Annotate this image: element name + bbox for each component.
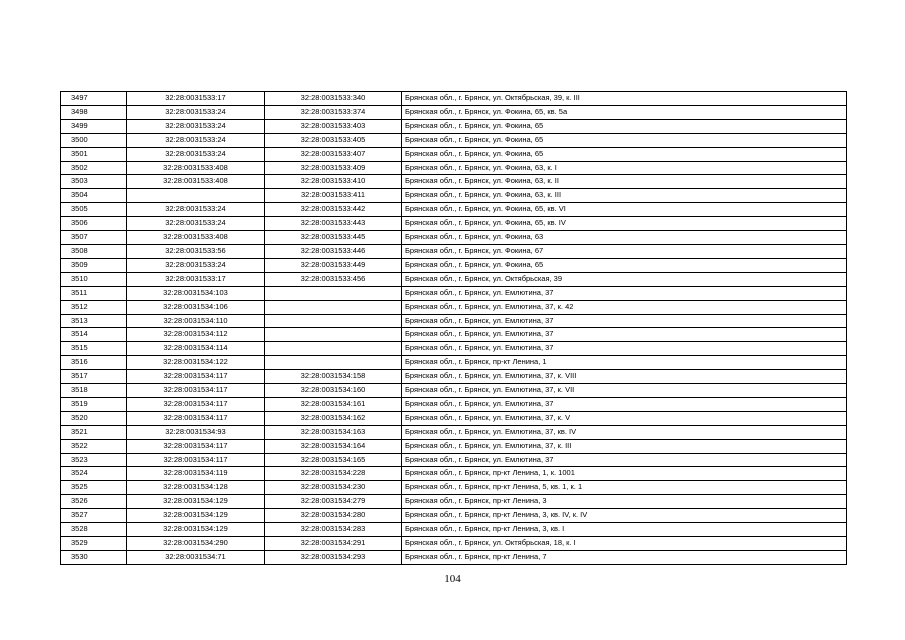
table-body (61, 92, 847, 565)
parcel-number-cell: 32:28:0031534:290 (127, 537, 265, 551)
parcel-number-cell: 32:28:0031534:117 (127, 411, 265, 425)
parcel-number-cell: 32:28:0031534:106 (127, 300, 265, 314)
row-number-cell: 3500 (61, 133, 127, 147)
row-number-cell: 3517 (61, 370, 127, 384)
table-row (61, 453, 847, 467)
object-number-cell (265, 356, 402, 370)
cadastral-table (60, 91, 847, 565)
address-cell: Брянская обл., г. Брянск, ул. Фокина, 63 (402, 231, 847, 245)
address-cell: Брянская обл., г. Брянск, пр-кт Ленина, 3 (402, 495, 847, 509)
address-cell: Брянская обл., г. Брянск, ул. Емлютина, 37, к. 42 (402, 300, 847, 314)
row-number-cell: 3528 (61, 523, 127, 537)
parcel-number-cell: 32:28:0031533:24 (127, 217, 265, 231)
table-row (61, 314, 847, 328)
row-number-cell: 3503 (61, 175, 127, 189)
object-number-cell: 32:28:0031533:340 (265, 92, 402, 106)
table-row (61, 342, 847, 356)
table-row (61, 384, 847, 398)
table-row (61, 203, 847, 217)
parcel-number-cell: 32:28:0031534:114 (127, 342, 265, 356)
row-number-cell: 3530 (61, 550, 127, 564)
table-row (61, 286, 847, 300)
page-number: 104 (444, 573, 461, 585)
address-cell: Брянская обл., г. Брянск, ул. Фокина, 65 (402, 258, 847, 272)
address-cell: Брянская обл., г. Брянск, ул. Емлютина, 37 (402, 342, 847, 356)
parcel-number-cell: 32:28:0031534:71 (127, 550, 265, 564)
row-number-cell: 3498 (61, 105, 127, 119)
table-row (61, 300, 847, 314)
parcel-number-cell: 32:28:0031534:103 (127, 286, 265, 300)
address-cell: Брянская обл., г. Брянск, ул. Фокина, 63, к. II (402, 175, 847, 189)
row-number-cell: 3508 (61, 244, 127, 258)
parcel-number-cell: 32:28:0031533:17 (127, 92, 265, 106)
row-number-cell: 3499 (61, 119, 127, 133)
table-row (61, 439, 847, 453)
table-row (61, 481, 847, 495)
parcel-number-cell: 32:28:0031533:17 (127, 272, 265, 286)
address-cell: Брянская обл., г. Брянск, ул. Фокина, 65 (402, 147, 847, 161)
row-number-cell: 3501 (61, 147, 127, 161)
row-number-cell: 3514 (61, 328, 127, 342)
table-row (61, 119, 847, 133)
parcel-number-cell: 32:28:0031533:408 (127, 161, 265, 175)
object-number-cell: 32:28:0031534:230 (265, 481, 402, 495)
parcel-number-cell: 32:28:0031533:56 (127, 244, 265, 258)
object-number-cell: 32:28:0031534:165 (265, 453, 402, 467)
parcel-number-cell: 32:28:0031534:122 (127, 356, 265, 370)
parcel-number-cell: 32:28:0031534:93 (127, 425, 265, 439)
object-number-cell: 32:28:0031533:410 (265, 175, 402, 189)
parcel-number-cell: 32:28:0031533:408 (127, 231, 265, 245)
table-row (61, 105, 847, 119)
row-number-cell: 3502 (61, 161, 127, 175)
parcel-number-cell (127, 189, 265, 203)
address-cell: Брянская обл., г. Брянск, ул. Емлютина, 37 (402, 397, 847, 411)
object-number-cell: 32:28:0031533:443 (265, 217, 402, 231)
parcel-number-cell: 32:28:0031533:24 (127, 105, 265, 119)
table-row (61, 370, 847, 384)
parcel-number-cell: 32:28:0031533:24 (127, 147, 265, 161)
address-cell: Брянская обл., г. Брянск, ул. Емлютина, 37 (402, 453, 847, 467)
table-row (61, 550, 847, 564)
object-number-cell (265, 300, 402, 314)
row-number-cell: 3519 (61, 397, 127, 411)
parcel-number-cell: 32:28:0031534:129 (127, 523, 265, 537)
object-number-cell: 32:28:0031533:411 (265, 189, 402, 203)
table-row (61, 175, 847, 189)
address-cell: Брянская обл., г. Брянск, пр-кт Ленина, 3, кв. I (402, 523, 847, 537)
row-number-cell: 3525 (61, 481, 127, 495)
parcel-number-cell: 32:28:0031534:117 (127, 439, 265, 453)
parcel-number-cell: 32:28:0031534:117 (127, 384, 265, 398)
parcel-number-cell: 32:28:0031534:112 (127, 328, 265, 342)
table-row (61, 161, 847, 175)
parcel-number-cell: 32:28:0031534:128 (127, 481, 265, 495)
object-number-cell: 32:28:0031534:280 (265, 509, 402, 523)
table-row (61, 133, 847, 147)
address-cell: Брянская обл., г. Брянск, ул. Емлютина, 37, к. VII (402, 384, 847, 398)
document-page (60, 91, 846, 565)
address-cell: Брянская обл., г. Брянск, ул. Октябрьская, 39 (402, 272, 847, 286)
table-row (61, 258, 847, 272)
table-row (61, 537, 847, 551)
table-row (61, 244, 847, 258)
row-number-cell: 3524 (61, 467, 127, 481)
parcel-number-cell: 32:28:0031534:117 (127, 370, 265, 384)
table-row (61, 189, 847, 203)
object-number-cell (265, 286, 402, 300)
object-number-cell: 32:28:0031533:374 (265, 105, 402, 119)
object-number-cell: 32:28:0031533:405 (265, 133, 402, 147)
address-cell: Брянская обл., г. Брянск, ул. Фокина, 65 (402, 119, 847, 133)
parcel-number-cell: 32:28:0031534:129 (127, 495, 265, 509)
parcel-number-cell: 32:28:0031533:24 (127, 119, 265, 133)
address-cell: Брянская обл., г. Брянск, ул. Емлютина, 37 (402, 328, 847, 342)
address-cell: Брянская обл., г. Брянск, ул. Фокина, 65 (402, 133, 847, 147)
object-number-cell (265, 328, 402, 342)
table-row (61, 509, 847, 523)
address-cell: Брянская обл., г. Брянск, ул. Фокина, 65, кв. VI (402, 203, 847, 217)
object-number-cell: 32:28:0031534:283 (265, 523, 402, 537)
address-cell: Брянская обл., г. Брянск, пр-кт Ленина, 3, кв. IV, к. IV (402, 509, 847, 523)
parcel-number-cell: 32:28:0031534:119 (127, 467, 265, 481)
address-cell: Брянская обл., г. Брянск, пр-кт Ленина, 7 (402, 550, 847, 564)
object-number-cell: 32:28:0031533:442 (265, 203, 402, 217)
object-number-cell: 32:28:0031534:228 (265, 467, 402, 481)
address-cell: Брянская обл., г. Брянск, ул. Емлютина, 37, к. III (402, 439, 847, 453)
object-number-cell (265, 342, 402, 356)
row-number-cell: 3497 (61, 92, 127, 106)
object-number-cell: 32:28:0031533:407 (265, 147, 402, 161)
address-cell: Брянская обл., г. Брянск, ул. Фокина, 65, кв. 5а (402, 105, 847, 119)
address-cell: Брянская обл., г. Брянск, пр-кт Ленина, 5, кв. 1, к. 1 (402, 481, 847, 495)
address-cell: Брянская обл., г. Брянск, ул. Емлютина, 37, к. V (402, 411, 847, 425)
address-cell: Брянская обл., г. Брянск, ул. Емлютина, 37, кв. IV (402, 425, 847, 439)
address-cell: Брянская обл., г. Брянск, ул. Емлютина, 37, к. VIII (402, 370, 847, 384)
parcel-number-cell: 32:28:0031534:117 (127, 397, 265, 411)
address-cell: Брянская обл., г. Брянск, ул. Фокина, 63, к. III (402, 189, 847, 203)
row-number-cell: 3518 (61, 384, 127, 398)
row-number-cell: 3529 (61, 537, 127, 551)
address-cell: Брянская обл., г. Брянск, ул. Фокина, 63, к. I (402, 161, 847, 175)
table-row (61, 411, 847, 425)
row-number-cell: 3520 (61, 411, 127, 425)
object-number-cell: 32:28:0031534:163 (265, 425, 402, 439)
row-number-cell: 3527 (61, 509, 127, 523)
row-number-cell: 3523 (61, 453, 127, 467)
object-number-cell: 32:28:0031533:445 (265, 231, 402, 245)
table-row (61, 523, 847, 537)
row-number-cell: 3515 (61, 342, 127, 356)
row-number-cell: 3516 (61, 356, 127, 370)
parcel-number-cell: 32:28:0031534:117 (127, 453, 265, 467)
table-row (61, 425, 847, 439)
table-row (61, 92, 847, 106)
row-number-cell: 3511 (61, 286, 127, 300)
address-cell: Брянская обл., г. Брянск, ул. Октябрьская, 18, к. I (402, 537, 847, 551)
table-row (61, 495, 847, 509)
parcel-number-cell: 32:28:0031533:24 (127, 133, 265, 147)
address-cell: Брянская обл., г. Брянск, пр-кт Ленина, 1 (402, 356, 847, 370)
address-cell: Брянская обл., г. Брянск, ул. Октябрьская, 39, к. III (402, 92, 847, 106)
row-number-cell: 3512 (61, 300, 127, 314)
table-row (61, 231, 847, 245)
row-number-cell: 3513 (61, 314, 127, 328)
row-number-cell: 3509 (61, 258, 127, 272)
object-number-cell: 32:28:0031534:161 (265, 397, 402, 411)
object-number-cell: 32:28:0031533:446 (265, 244, 402, 258)
table-row (61, 217, 847, 231)
object-number-cell: 32:28:0031533:403 (265, 119, 402, 133)
address-cell: Брянская обл., г. Брянск, пр-кт Ленина, 1, к. 1001 (402, 467, 847, 481)
parcel-number-cell: 32:28:0031534:129 (127, 509, 265, 523)
address-cell: Брянская обл., г. Брянск, ул. Фокина, 67 (402, 244, 847, 258)
table-row (61, 272, 847, 286)
table-row (61, 356, 847, 370)
address-cell: Брянская обл., г. Брянск, ул. Емлютина, 37 (402, 314, 847, 328)
row-number-cell: 3522 (61, 439, 127, 453)
address-cell: Брянская обл., г. Брянск, ул. Фокина, 65, кв. IV (402, 217, 847, 231)
parcel-number-cell: 32:28:0031533:24 (127, 203, 265, 217)
object-number-cell: 32:28:0031533:409 (265, 161, 402, 175)
object-number-cell: 32:28:0031534:160 (265, 384, 402, 398)
object-number-cell: 32:28:0031533:456 (265, 272, 402, 286)
object-number-cell: 32:28:0031534:158 (265, 370, 402, 384)
object-number-cell: 32:28:0031533:449 (265, 258, 402, 272)
table-row (61, 467, 847, 481)
row-number-cell: 3526 (61, 495, 127, 509)
object-number-cell: 32:28:0031534:164 (265, 439, 402, 453)
parcel-number-cell: 32:28:0031534:110 (127, 314, 265, 328)
row-number-cell: 3504 (61, 189, 127, 203)
parcel-number-cell: 32:28:0031533:408 (127, 175, 265, 189)
object-number-cell: 32:28:0031534:279 (265, 495, 402, 509)
object-number-cell: 32:28:0031534:162 (265, 411, 402, 425)
row-number-cell: 3521 (61, 425, 127, 439)
parcel-number-cell: 32:28:0031533:24 (127, 258, 265, 272)
address-cell: Брянская обл., г. Брянск, ул. Емлютина, 37 (402, 286, 847, 300)
object-number-cell: 32:28:0031534:291 (265, 537, 402, 551)
row-number-cell: 3506 (61, 217, 127, 231)
row-number-cell: 3510 (61, 272, 127, 286)
table-row (61, 328, 847, 342)
row-number-cell: 3505 (61, 203, 127, 217)
table-row (61, 147, 847, 161)
object-number-cell: 32:28:0031534:293 (265, 550, 402, 564)
table-row (61, 397, 847, 411)
row-number-cell: 3507 (61, 231, 127, 245)
object-number-cell (265, 314, 402, 328)
